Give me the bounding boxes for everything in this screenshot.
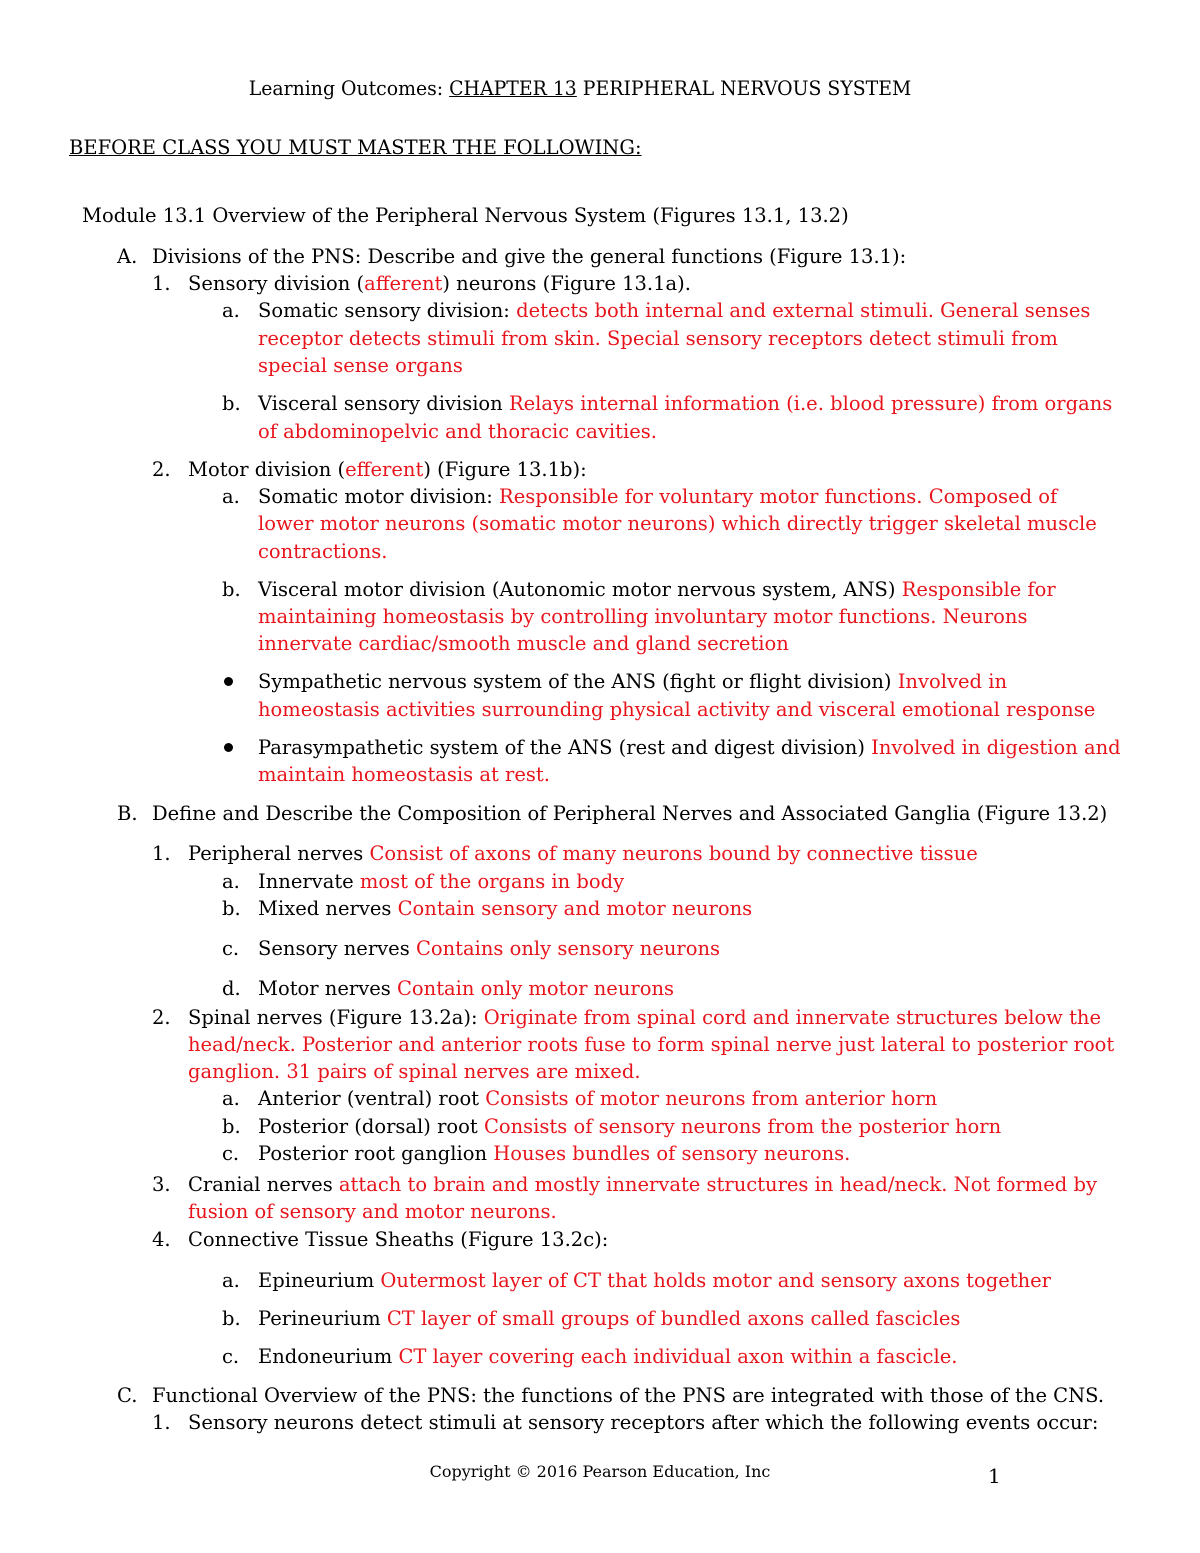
b2-line3: ganglion. 31 pairs of spinal nerves are mixed.: [188, 1060, 641, 1083]
b1c-marker: c.: [222, 937, 240, 960]
page-title: [0, 75, 1160, 103]
bullet1-black: Sympathetic nervous system of the ANS (fight or flight division): [258, 670, 898, 693]
b2-line2: head/neck. Posterior and anterior roots fuse to form spinal nerve just lateral to posterior root: [188, 1033, 1115, 1056]
bullet2-black: Parasympathetic system of the ANS (rest and digest division): [258, 736, 872, 759]
a2a-line3: contractions.: [258, 540, 388, 563]
bullet2-line2: maintain homeostasis at rest.: [258, 763, 550, 786]
b1d-marker: d.: [222, 977, 241, 1000]
b4a-black: Epineurium: [258, 1269, 381, 1292]
b2-black: Spinal nerves (Figure 13.2a):: [188, 1006, 484, 1029]
b1a-marker: a.: [222, 870, 240, 893]
b4b-black: Perineurium: [258, 1307, 387, 1330]
b1b-black: Mixed nerves: [258, 897, 398, 920]
b4c-black: Endoneurium: [258, 1345, 399, 1368]
b1c-black: Sensory nerves: [258, 937, 416, 960]
a2b-marker: b.: [222, 578, 241, 601]
b4a-text: [258, 1267, 1051, 1295]
b4-marker: 4.: [152, 1228, 171, 1251]
a1a-red1: detects both internal and external stimuli. General senses: [516, 299, 1091, 322]
b2-marker: 2.: [152, 1006, 171, 1029]
b1c-red: Contains only sensory neurons: [415, 937, 721, 960]
module-heading: Module 13.1 Overview of the Peripheral Nervous System (Figures 13.1, 13.2): [82, 204, 849, 227]
bullet1-line2: homeostasis activities surrounding physical activity and visceral emotional response: [258, 698, 1096, 721]
b2b-red: Consists of sensory neurons from the posterior horn: [483, 1115, 1002, 1138]
a1b-line1: [258, 390, 1112, 418]
page-number: 1: [988, 1464, 1001, 1488]
b3-marker: 3.: [152, 1173, 171, 1196]
section-c-marker: C.: [117, 1384, 138, 1407]
b2b-black: Posterior (dorsal) root: [258, 1115, 484, 1138]
bullet1-line1: [258, 668, 1007, 696]
b2c-text: [258, 1140, 850, 1168]
a2-marker: 2.: [152, 458, 171, 481]
a1b-black: Visceral sensory division: [258, 392, 509, 415]
b1d-red: Contain only motor neurons: [397, 977, 675, 1000]
b2b-text: [258, 1113, 1001, 1141]
b1a-red: most of the organs in body: [359, 870, 625, 893]
a2a-line2: lower motor neurons (somatic motor neurons) which directly trigger skeletal muscle: [258, 512, 1097, 535]
a2b-line2: maintaining homeostasis by controlling involuntary motor functions. Neurons: [258, 605, 1028, 628]
b1-black: Peripheral nerves: [188, 842, 370, 865]
b4c-red: CT layer covering each individual axon within a fascicle.: [398, 1345, 958, 1368]
b1-red: Consist of axons of many neurons bound by connective tissue: [369, 842, 978, 865]
master-heading: BEFORE CLASS YOU MUST MASTER THE FOLLOWING:: [69, 136, 642, 159]
a1b-red1: Relays internal information (i.e. blood pressure) from organs: [508, 392, 1113, 415]
copyright-footer: Copyright © 2016 Pearson Education, Inc: [429, 1462, 771, 1481]
b4a-marker: a.: [222, 1269, 240, 1292]
b3-black: Cranial nerves: [188, 1173, 339, 1196]
b4b-text: [258, 1305, 960, 1333]
b4b-red: CT layer of small groups of bundled axons called fascicles: [386, 1307, 961, 1330]
a1-post: ) neurons (Figure 13.1a).: [442, 272, 691, 295]
b4c-marker: c.: [222, 1345, 240, 1368]
b4c-text: [258, 1343, 957, 1371]
b1-text: [188, 840, 978, 868]
a1b-line2: of abdominopelvic and thoracic cavities.: [258, 420, 657, 443]
a1-marker: 1.: [152, 272, 171, 295]
a2a-black: Somatic motor division:: [258, 485, 500, 508]
b2a-black: Anterior (ventral) root: [258, 1087, 486, 1110]
b3-red1: attach to brain and mostly innervate structures in head/neck. Not formed by: [338, 1173, 1097, 1196]
a2a-line1: [258, 483, 1057, 511]
a2a-marker: a.: [222, 485, 240, 508]
b4b-marker: b.: [222, 1307, 241, 1330]
a1a-marker: a.: [222, 299, 240, 322]
title-prefix: Learning Outcomes:: [248, 77, 450, 100]
a1a-line2: receptor detects stimuli from skin. Special sensory receptors detect stimuli from: [258, 327, 1058, 350]
a1a-black: Somatic sensory division:: [258, 299, 517, 322]
a1a-line1: [258, 297, 1090, 325]
b1b-text: [258, 895, 752, 923]
b3-line1: [188, 1171, 1097, 1199]
a1-text: [188, 270, 691, 298]
c1-text: Sensory neurons detect stimuli at sensory receptors after which the following events occur:: [188, 1411, 1099, 1434]
section-a-marker: A.: [117, 245, 138, 268]
bullet2-red1: Involved in digestion and: [871, 736, 1121, 759]
bullet-icon: [224, 677, 233, 686]
section-b-text: Define and Describe the Composition of Peripheral Nerves and Associated Ganglia (Figure 13.2): [152, 802, 1108, 825]
b2a-red: Consists of motor neurons from anterior horn: [485, 1087, 938, 1110]
c1-marker: 1.: [152, 1411, 171, 1434]
section-c-text: Functional Overview of the PNS: the functions of the PNS are integrated with those of the CNS.: [152, 1384, 1105, 1407]
b2b-marker: b.: [222, 1115, 241, 1138]
b2c-marker: c.: [222, 1142, 240, 1165]
b1a-black: Innervate: [258, 870, 360, 893]
title-rest: PERIPHERAL NERVOUS SYSTEM: [576, 77, 912, 100]
b1b-marker: b.: [222, 897, 241, 920]
a2-pre: Motor division (: [188, 458, 346, 481]
bullet-icon: [224, 743, 233, 752]
a2b-line3: innervate cardiac/smooth muscle and gland secretion: [258, 632, 789, 655]
b2-line1: [188, 1004, 1101, 1032]
b1b-red: Contain sensory and motor neurons: [397, 897, 753, 920]
bullet2-line1: [258, 734, 1121, 762]
a2-red: efferent: [345, 458, 424, 481]
b4-text: Connective Tissue Sheaths (Figure 13.2c):: [188, 1228, 609, 1251]
b1d-text: [258, 975, 674, 1003]
bullet1-red1: Involved in: [897, 670, 1008, 693]
a2b-black: Visceral motor division (Autonomic motor nervous system, ANS): [258, 578, 902, 601]
b1-marker: 1.: [152, 842, 171, 865]
b2a-text: [258, 1085, 937, 1113]
b1a-text: [258, 868, 624, 896]
a2b-line1: [258, 576, 1056, 604]
b2c-red: Houses bundles of sensory neurons.: [493, 1142, 851, 1165]
a2-post: ) (Figure 13.1b):: [423, 458, 587, 481]
a1-red: afferent: [364, 272, 443, 295]
b2c-black: Posterior root ganglion: [258, 1142, 494, 1165]
a1b-marker: b.: [222, 392, 241, 415]
section-b-marker: B.: [117, 802, 138, 825]
a2-text: [188, 456, 587, 484]
b2-red1: Originate from spinal cord and innervate structures below the: [483, 1006, 1102, 1029]
b4a-red: Outermost layer of CT that holds motor and sensory axons together: [380, 1269, 1052, 1292]
a1-pre: Sensory division (: [188, 272, 365, 295]
b2a-marker: a.: [222, 1087, 240, 1110]
a1a-line3: special sense organs: [258, 354, 463, 377]
b1d-black: Motor nerves: [258, 977, 397, 1000]
a2a-red1: Responsible for voluntary motor functions. Composed of: [499, 485, 1058, 508]
b1c-text: [258, 935, 720, 963]
b3-line2: fusion of sensory and motor neurons.: [188, 1200, 557, 1223]
section-a-text: Divisions of the PNS: Describe and give the general functions (Figure 13.1):: [152, 245, 907, 268]
title-chapter: CHAPTER 13: [449, 77, 577, 100]
a2b-red1: Responsible for: [901, 578, 1056, 601]
